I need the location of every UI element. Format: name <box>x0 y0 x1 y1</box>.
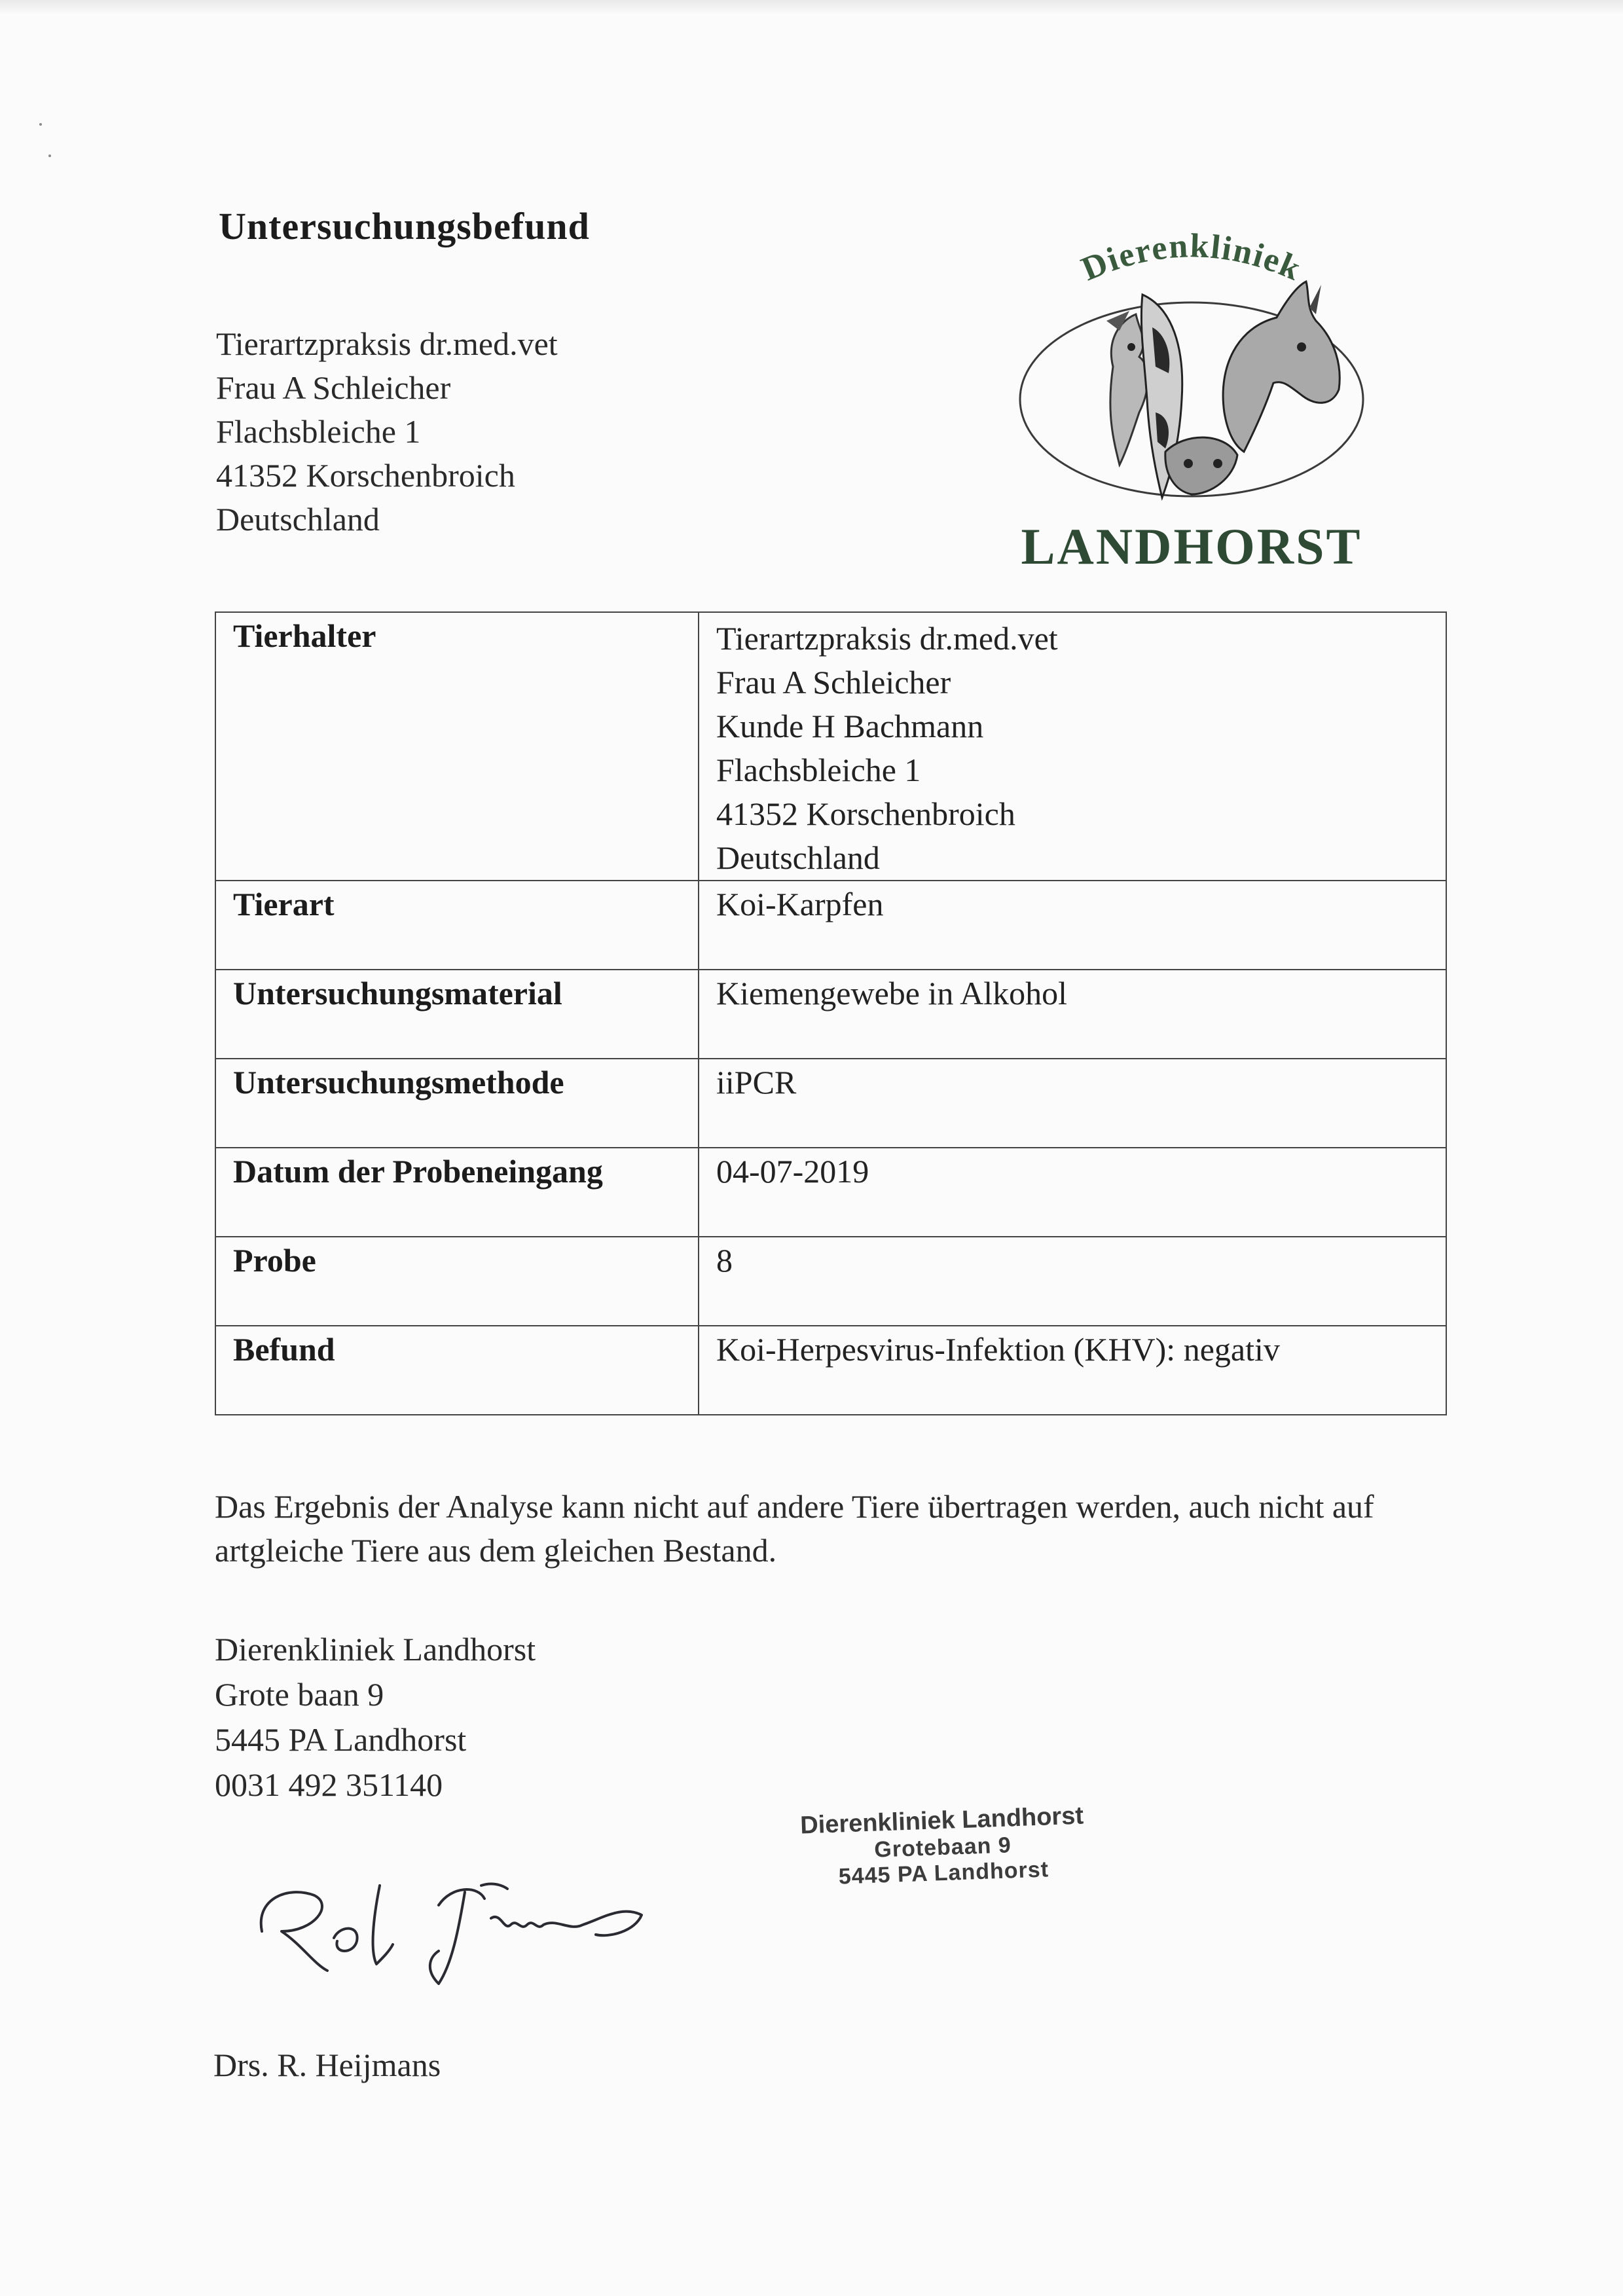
owner-line: Frau A Schleicher <box>716 664 951 701</box>
row-value: Koi-Karpfen <box>699 881 1446 970</box>
address-line: Frau A Schleicher <box>216 369 451 406</box>
owner-line: Kunde H Bachmann <box>716 708 984 744</box>
row-value: 04-07-2019 <box>699 1148 1446 1237</box>
recipient-address <box>216 322 558 541</box>
handwritten-signature <box>242 1859 714 1990</box>
clinic-stamp <box>778 1801 1108 1891</box>
owner-address <box>699 612 1446 881</box>
owner-line: Tierartzpraksis dr.med.vet <box>716 620 1058 657</box>
table-row <box>215 1237 1446 1326</box>
row-value: Kiemengewebe in Alkohol <box>699 970 1446 1059</box>
scan-speck <box>39 123 42 126</box>
row-value: Koi-Herpesvirus-Infektion (KHV): negativ <box>699 1326 1446 1415</box>
row-label: Untersuchungsmaterial <box>215 970 699 1059</box>
row-label: Tierart <box>215 881 699 970</box>
table-row <box>215 612 1446 881</box>
row-label: Probe <box>215 1237 699 1326</box>
scan-speck <box>48 155 51 157</box>
row-value: 8 <box>699 1237 1446 1326</box>
address-line: 41352 Korschenbroich <box>216 457 515 494</box>
row-label: Tierhalter <box>215 612 699 881</box>
row-label: Befund <box>215 1326 699 1415</box>
logo-bottom-text: LANDHORST <box>1021 518 1362 575</box>
clinic-line: Dierenkliniek Landhorst <box>215 1631 536 1667</box>
table-row <box>215 1326 1446 1415</box>
signer-name: Drs. R. Heijmans <box>213 2047 441 2083</box>
owner-line: Flachsbleiche 1 <box>716 752 921 788</box>
clinic-line: Grote baan 9 <box>215 1676 384 1713</box>
owner-line: Deutschland <box>716 839 880 876</box>
clinic-line: 0031 492 351140 <box>215 1766 443 1803</box>
scan-edge <box>0 0 1623 14</box>
clinic-address <box>215 1627 536 1808</box>
table-row <box>215 1059 1446 1148</box>
address-line: Deutschland <box>216 501 380 538</box>
clinic-line: 5445 PA Landhorst <box>215 1721 467 1758</box>
logo-top-text: Dierenkliniek <box>1076 227 1307 289</box>
table-row <box>215 881 1446 970</box>
stamp-line: Grotebaan 9 <box>873 1832 1012 1863</box>
address-line: Flachsbleiche 1 <box>216 413 421 450</box>
owner-line: 41352 Korschenbroich <box>716 795 1015 832</box>
disclaimer-text: Das Ergebnis der Analyse kann nicht auf andere Tiere übertragen werden, auch nicht auf artgleiche Tiere aus dem gleichen Bestand. <box>215 1488 1374 1569</box>
row-label: Untersuchungsmethode <box>215 1059 699 1148</box>
row-value: iiPCR <box>699 1059 1446 1148</box>
table-row <box>215 1148 1446 1237</box>
results-table <box>215 611 1447 1415</box>
table-row <box>215 970 1446 1059</box>
stamp-line: 5445 PA Landhorst <box>838 1857 1049 1889</box>
document-title: Untersuchungsbefund <box>219 205 590 247</box>
address-line: Tierartzpraksis dr.med.vet <box>216 325 558 362</box>
clinic-logo <box>1008 216 1375 575</box>
stamp-line: Dierenkliniek Landhorst <box>799 1802 1084 1840</box>
logo-emblem <box>1008 216 1375 517</box>
row-label: Datum der Probeneingang <box>215 1148 699 1237</box>
